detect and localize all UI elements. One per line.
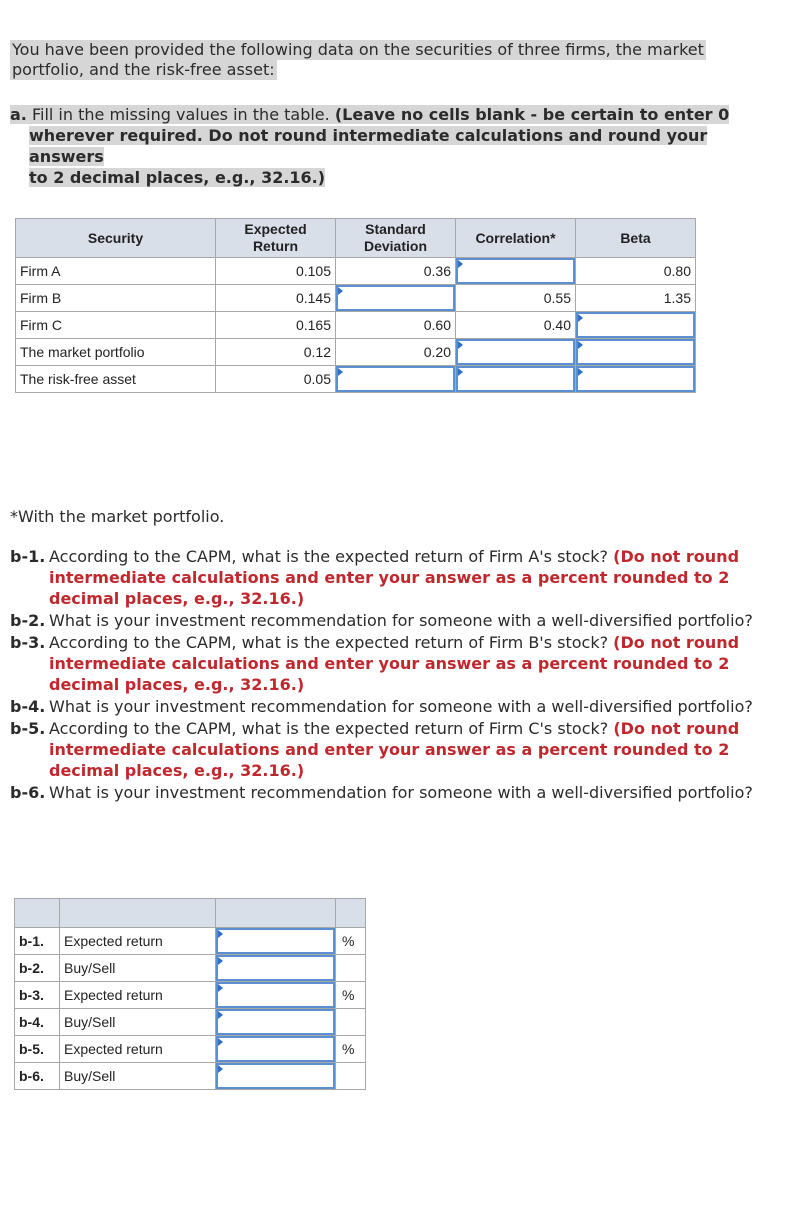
part-a-bold-3: to 2 decimal places, e.g., 32.16.)	[29, 168, 326, 187]
answer-label: Expected return	[60, 1036, 216, 1063]
std-dev-value: 0.36	[336, 258, 456, 285]
answer-number: b-6.	[15, 1063, 60, 1090]
security-name: Firm A	[16, 258, 216, 285]
question-b2	[10, 610, 780, 631]
question-b5	[10, 718, 780, 781]
security-name: Firm C	[16, 312, 216, 339]
answer-number: b-4.	[15, 1009, 60, 1036]
question-text: According to the CAPM, what is the expected return of Firm B's stock?	[49, 633, 609, 652]
percent-unit: %	[336, 1036, 366, 1063]
correlation-input-market[interactable]	[456, 339, 575, 365]
table-row	[16, 285, 696, 312]
answer-label: Buy/Sell	[60, 1063, 216, 1090]
beta-value: 1.35	[576, 285, 696, 312]
answer-label: Buy/Sell	[60, 1009, 216, 1036]
question-number: b-5.	[10, 719, 46, 738]
table-row	[16, 339, 696, 366]
expected-return-value: 0.145	[216, 285, 336, 312]
buy-sell-input-b4[interactable]	[216, 1009, 335, 1035]
expected-return-value: 0.165	[216, 312, 336, 339]
security-name: Firm B	[16, 285, 216, 312]
expected-return-value: 0.105	[216, 258, 336, 285]
intro-text	[10, 40, 706, 80]
beta-cell[interactable]	[576, 312, 696, 339]
question-b3	[10, 632, 780, 695]
table-header-row	[16, 219, 696, 258]
answer-cell[interactable]	[216, 928, 336, 955]
beta-cell[interactable]	[576, 339, 696, 366]
correlation-input-risk-free[interactable]	[456, 366, 575, 392]
correlation-input-firm-a[interactable]	[456, 258, 575, 284]
answer-label: Expected return	[60, 928, 216, 955]
question-instruction: (Do not round intermediate calculations and enter your answer as a percent rounded to 2 decimal places, e.g., 32.16.)	[49, 633, 740, 694]
expected-return-value: 0.12	[216, 339, 336, 366]
part-a-bold-2: wherever required. Do not round intermediate calculations and round your answers	[29, 126, 708, 166]
buy-sell-input-b6[interactable]	[216, 1063, 335, 1089]
answer-number: b-2.	[15, 955, 60, 982]
footnote: *With the market portfolio.	[10, 507, 225, 526]
table-row	[15, 1036, 366, 1063]
std-dev-input-risk-free[interactable]	[336, 366, 455, 392]
answer-cell[interactable]	[216, 1036, 336, 1063]
answer-cell[interactable]	[216, 955, 336, 982]
expected-return-value: 0.05	[216, 366, 336, 393]
std-dev-input-firm-b[interactable]	[336, 285, 455, 311]
answer-number: b-5.	[15, 1036, 60, 1063]
correlation-value: 0.55	[456, 285, 576, 312]
beta-input-market[interactable]	[576, 339, 695, 365]
question-text: What is your investment recommendation for someone with a well-diversified portfolio?	[49, 611, 753, 630]
question-number: b-6.	[10, 783, 46, 802]
intro-line-2: portfolio, and the risk-free asset:	[12, 60, 275, 79]
header-security: Security	[16, 219, 216, 258]
header-standard-deviation: Standard Deviation	[336, 219, 456, 258]
answer-table	[14, 898, 366, 1090]
table-row	[15, 1009, 366, 1036]
answer-table-header	[15, 899, 366, 928]
part-a-bold-1: (Leave no cells blank - be certain to enter 0	[334, 105, 730, 124]
table-row	[16, 366, 696, 393]
question-text: According to the CAPM, what is the expected return of Firm A's stock?	[49, 547, 609, 566]
intro-line-1: You have been provided the following data on the securities of three firms, the market	[12, 40, 704, 59]
answer-number: b-1.	[15, 928, 60, 955]
question-b1	[10, 546, 780, 609]
correlation-cell[interactable]	[456, 366, 576, 393]
unit-cell	[336, 1063, 366, 1090]
beta-value: 0.80	[576, 258, 696, 285]
table-row	[16, 258, 696, 285]
question-b4	[10, 696, 780, 717]
expected-return-input-b5[interactable]	[216, 1036, 335, 1062]
table-row	[16, 312, 696, 339]
unit-cell	[336, 955, 366, 982]
question-text: What is your investment recommendation for someone with a well-diversified portfolio?	[49, 783, 753, 802]
questions-list	[10, 546, 780, 804]
std-dev-cell[interactable]	[336, 285, 456, 312]
table-row	[15, 982, 366, 1009]
security-name: The market portfolio	[16, 339, 216, 366]
beta-input-risk-free[interactable]	[576, 366, 695, 392]
answer-cell[interactable]	[216, 982, 336, 1009]
question-number: b-1.	[10, 547, 46, 566]
unit-cell	[336, 1009, 366, 1036]
securities-data-table	[15, 218, 696, 393]
question-number: b-4.	[10, 697, 46, 716]
answer-label: Buy/Sell	[60, 955, 216, 982]
security-name: The risk-free asset	[16, 366, 216, 393]
table-row	[15, 928, 366, 955]
table-row	[15, 955, 366, 982]
header-correlation: Correlation*	[456, 219, 576, 258]
question-instruction: (Do not round intermediate calculations and enter your answer as a percent rounded to 2 decimal places, e.g., 32.16.)	[49, 547, 740, 608]
header-expected-return: Expected Return	[216, 219, 336, 258]
part-a-label: a.	[10, 105, 27, 124]
table-row	[15, 1063, 366, 1090]
question-text: According to the CAPM, what is the expected return of Firm C's stock?	[49, 719, 609, 738]
correlation-cell[interactable]	[456, 339, 576, 366]
question-number: b-2.	[10, 611, 46, 630]
beta-cell[interactable]	[576, 366, 696, 393]
expected-return-input-b1[interactable]	[216, 928, 335, 954]
std-dev-value: 0.60	[336, 312, 456, 339]
answer-number: b-3.	[15, 982, 60, 1009]
std-dev-cell[interactable]	[336, 366, 456, 393]
question-instruction: (Do not round intermediate calculations and enter your answer as a percent rounded to 2 decimal places, e.g., 32.16.)	[49, 719, 740, 780]
question-b6	[10, 782, 780, 803]
answer-cell[interactable]	[216, 1063, 336, 1090]
question-text: What is your investment recommendation for someone with a well-diversified portfolio?	[49, 697, 753, 716]
part-a-instructions	[10, 104, 770, 188]
answer-label: Expected return	[60, 982, 216, 1009]
beta-input-firm-c[interactable]	[576, 312, 695, 338]
percent-unit: %	[336, 982, 366, 1009]
buy-sell-input-b2[interactable]	[216, 955, 335, 981]
header-beta: Beta	[576, 219, 696, 258]
question-number: b-3.	[10, 633, 46, 652]
expected-return-input-b3[interactable]	[216, 982, 335, 1008]
correlation-cell[interactable]	[456, 258, 576, 285]
part-a-text: Fill in the missing values in the table.	[31, 105, 330, 124]
std-dev-value: 0.20	[336, 339, 456, 366]
correlation-value: 0.40	[456, 312, 576, 339]
answer-cell[interactable]	[216, 1009, 336, 1036]
percent-unit: %	[336, 928, 366, 955]
